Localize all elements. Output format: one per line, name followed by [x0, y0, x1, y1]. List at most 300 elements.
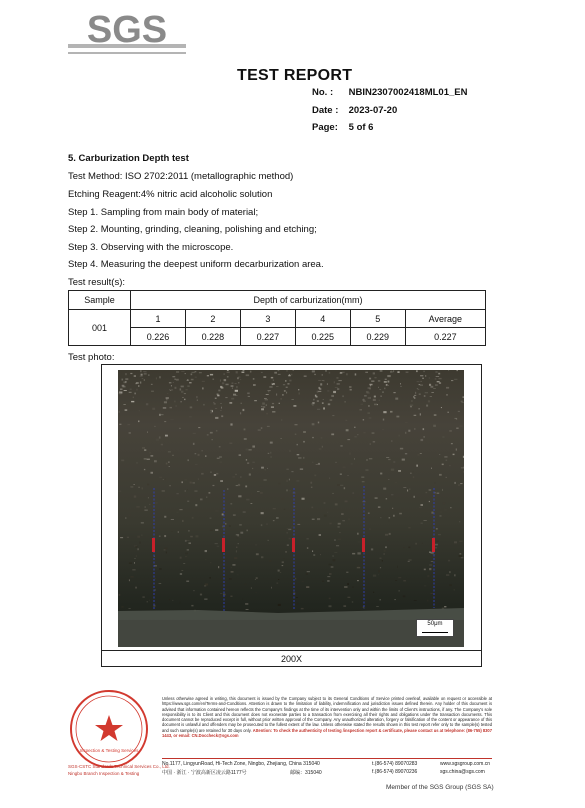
grain-speck [449, 430, 452, 431]
grain-speck [241, 476, 242, 477]
grain-speck [379, 400, 380, 401]
website-link[interactable]: www.sgsgroup.com.cn [440, 761, 491, 767]
grain-speck [335, 462, 337, 463]
grain-speck [450, 507, 451, 508]
attention-text: Attention: To check the authenticity of testing /inspection report & certificate, please contact us at telephone: (86-755) 8307 1443, or email: CN.Doccheck@sgs.com [162, 727, 492, 739]
grain-speck [372, 433, 375, 434]
grain-speck [129, 579, 130, 581]
grain-speck [144, 469, 145, 470]
grain-speck [344, 487, 345, 489]
report-number: No. : NBIN2307002418ML01_EN [312, 87, 468, 98]
grain-speck [448, 370, 449, 371]
grain-speck [134, 558, 136, 559]
grain-speck [329, 478, 330, 479]
grain-speck [180, 577, 182, 578]
grain-speck [215, 408, 217, 409]
grain-speck [135, 393, 136, 395]
grain-speck [244, 584, 246, 585]
grain-speck [312, 507, 314, 509]
grain-speck [460, 553, 462, 554]
grain-speck [388, 381, 390, 383]
grain-speck [324, 503, 326, 504]
grain-speck [146, 403, 148, 405]
grain-speck [187, 379, 188, 381]
grain-speck [235, 474, 236, 475]
grain-speck [240, 379, 241, 380]
grain-speck [420, 413, 421, 415]
grain-speck [181, 570, 183, 571]
grain-speck [438, 373, 440, 375]
grain-speck [220, 403, 221, 404]
grain-speck [407, 490, 408, 492]
grain-speck [120, 537, 123, 538]
grain-speck [416, 465, 418, 467]
grain-speck [231, 571, 234, 573]
grain-speck [118, 392, 120, 393]
grain-speck [338, 523, 341, 525]
grain-speck [239, 455, 241, 456]
grain-speck [196, 535, 199, 537]
grain-speck [373, 575, 376, 577]
grain-speck [393, 392, 395, 393]
grain-speck [255, 579, 256, 580]
grain-speck [459, 555, 462, 557]
grain-speck [131, 576, 134, 577]
grain-speck [397, 371, 399, 372]
grain-speck [367, 459, 368, 461]
grain-speck [439, 454, 440, 455]
grain-speck [319, 534, 321, 536]
grain-speck [348, 518, 350, 520]
grain-speck [238, 544, 239, 545]
grain-speck [212, 439, 213, 440]
grain-speck [346, 572, 348, 573]
grain-speck [256, 544, 257, 546]
grain-speck [317, 401, 319, 402]
grain-speck [239, 524, 242, 525]
grain-speck [125, 499, 126, 501]
grain-speck [178, 531, 179, 533]
grain-speck [198, 454, 200, 456]
grain-speck [147, 484, 149, 486]
grain-speck [164, 401, 167, 403]
grain-speck [369, 458, 372, 459]
grain-speck [416, 370, 417, 372]
grain-speck [454, 541, 457, 543]
grain-speck [378, 387, 379, 388]
depth-header: Depth of carburization(mm) [131, 291, 486, 310]
grain-speck [155, 502, 158, 504]
grain-speck [403, 580, 406, 581]
grain-speck [238, 495, 241, 497]
grain-speck [164, 549, 166, 550]
micrograph [118, 370, 464, 647]
grain-speck [246, 530, 248, 532]
grain-speck [244, 429, 246, 431]
grain-speck [221, 415, 223, 417]
grain-speck [134, 496, 136, 498]
grain-speck [229, 402, 232, 404]
grain-speck [131, 401, 134, 402]
grain-speck [361, 477, 364, 478]
grain-speck [266, 394, 269, 395]
grain-speck [245, 486, 247, 488]
grain-speck [198, 479, 199, 480]
grain-speck [363, 513, 364, 514]
grain-speck [159, 477, 162, 478]
grain-speck [241, 403, 242, 404]
grain-speck [405, 432, 406, 434]
grain-speck [355, 373, 357, 375]
value-cell: 0.226 [131, 328, 186, 346]
grain-speck [125, 382, 127, 383]
grain-speck [350, 389, 352, 391]
grain-speck [170, 420, 173, 421]
grain-speck [261, 408, 264, 410]
grain-speck [393, 370, 394, 372]
grain-speck [451, 443, 453, 444]
grain-speck [329, 573, 332, 575]
grain-speck [130, 373, 132, 374]
value-cell: 0.225 [295, 328, 350, 346]
grain-speck [125, 373, 127, 375]
grain-speck [286, 489, 288, 491]
grain-speck [173, 382, 174, 383]
grain-speck [409, 488, 410, 490]
grain-speck [130, 389, 132, 390]
grain-speck [276, 517, 279, 518]
grain-speck [448, 560, 450, 562]
step-2: Step 2. Mounting, grinding, cleaning, polishing and etching; [68, 224, 317, 235]
grain-speck [154, 578, 155, 579]
grain-speck [221, 407, 222, 409]
grain-speck [317, 518, 320, 520]
section-title: 5. Carburization Depth test [68, 153, 189, 164]
grain-speck [168, 462, 170, 463]
grain-speck [354, 436, 357, 437]
grain-speck [227, 372, 230, 373]
grain-speck [342, 466, 345, 468]
grain-speck [442, 436, 444, 438]
grain-speck [431, 561, 433, 562]
grain-speck [144, 379, 145, 380]
photo-label: Test photo: [68, 352, 115, 363]
grain-speck [456, 428, 458, 430]
grain-speck [159, 568, 162, 570]
grain-speck [420, 375, 423, 376]
grain-speck [227, 370, 229, 371]
grain-speck [285, 380, 286, 382]
grain-speck [340, 445, 342, 447]
grain-speck [459, 521, 460, 522]
grain-speck [297, 603, 299, 605]
grain-speck [293, 405, 296, 407]
grain-speck [271, 587, 272, 589]
sample-id: 001 [69, 310, 131, 346]
grain-speck [169, 599, 170, 600]
grain-speck [251, 587, 252, 588]
grain-speck [343, 395, 344, 397]
grain-speck [144, 373, 147, 375]
grain-speck [210, 518, 212, 519]
grain-speck [236, 485, 238, 486]
grain-speck [134, 375, 136, 377]
grain-speck [180, 557, 182, 559]
grain-speck [442, 464, 444, 466]
grain-speck [232, 564, 235, 566]
grain-speck [217, 458, 220, 459]
grain-speck [187, 386, 189, 387]
grain-speck [136, 506, 139, 508]
grain-speck [279, 403, 280, 404]
grain-speck [421, 523, 423, 524]
grain-speck [188, 530, 189, 532]
grain-speck [437, 493, 440, 494]
grain-speck [136, 382, 139, 384]
grain-speck [181, 371, 184, 372]
grain-speck [210, 432, 213, 434]
grain-speck [163, 407, 166, 409]
micrograph-image [118, 370, 464, 647]
grain-speck [421, 504, 424, 506]
grain-speck [405, 453, 407, 454]
grain-speck [218, 566, 219, 568]
grain-speck [323, 407, 325, 409]
grain-speck [458, 484, 460, 486]
grain-speck [346, 420, 348, 421]
grain-speck [427, 600, 428, 602]
grain-speck [352, 553, 355, 555]
grain-speck [295, 434, 297, 435]
grain-speck [454, 379, 457, 380]
grain-speck [446, 394, 448, 396]
sample-header: Sample [69, 291, 131, 310]
grain-speck [461, 468, 464, 469]
grain-speck [287, 528, 289, 529]
grain-speck [336, 377, 338, 378]
grain-speck [261, 406, 262, 407]
etching-reagent: Etching Reagent:4% nitric acid alcoholic solution [68, 189, 273, 200]
grain-speck [183, 563, 185, 564]
grain-speck [236, 547, 237, 548]
grain-speck [133, 397, 134, 399]
grain-speck [290, 450, 291, 452]
grain-speck [234, 557, 237, 559]
grain-speck [121, 460, 124, 462]
grain-speck [193, 482, 196, 483]
grain-speck [334, 540, 336, 541]
grain-speck [246, 499, 249, 501]
email-link[interactable]: sgs.china@sgs.com [440, 769, 485, 775]
value-cell: 0.228 [185, 328, 240, 346]
grain-speck [195, 377, 197, 378]
grain-speck [344, 401, 346, 402]
grain-speck [273, 520, 275, 521]
grain-speck [347, 439, 350, 440]
grain-speck [320, 383, 322, 385]
grain-speck [424, 569, 426, 571]
grain-speck [361, 404, 363, 405]
grain-speck [144, 510, 147, 511]
grain-speck [329, 605, 332, 607]
grain-speck [144, 458, 147, 460]
grain-speck [395, 580, 397, 581]
grain-speck [186, 581, 189, 582]
grain-speck [280, 438, 282, 439]
grain-speck [312, 462, 313, 463]
grain-speck [127, 537, 129, 538]
grain-speck [389, 521, 390, 522]
grain-speck [427, 575, 429, 577]
grain-speck [182, 520, 184, 522]
grain-speck [456, 449, 457, 451]
grain-speck [242, 372, 245, 373]
grain-speck [424, 520, 427, 521]
grain-speck [369, 417, 372, 418]
grain-speck [267, 426, 270, 427]
grain-speck [271, 377, 273, 379]
grain-speck [381, 396, 382, 397]
grain-speck [121, 606, 124, 607]
grain-speck [147, 431, 148, 433]
grain-speck [238, 377, 241, 378]
grain-speck [232, 383, 234, 384]
grain-speck [419, 507, 422, 508]
grain-speck [424, 437, 425, 438]
grain-speck [280, 398, 282, 399]
grain-speck [189, 543, 192, 544]
grain-speck [295, 424, 298, 425]
grain-speck [185, 479, 188, 481]
grain-speck [215, 417, 218, 419]
grain-speck [430, 593, 433, 594]
grain-speck [231, 567, 232, 568]
grain-speck [237, 575, 238, 576]
grain-speck [391, 494, 393, 495]
disclaimer [162, 696, 492, 738]
grain-speck [386, 384, 388, 386]
grain-speck [125, 517, 126, 519]
grain-speck [414, 415, 417, 416]
grain-speck [175, 387, 177, 389]
telephone-2: f.(86-574) 89070236 [372, 769, 418, 775]
grain-speck [373, 399, 376, 401]
grain-speck [184, 399, 185, 400]
grain-speck [318, 391, 321, 392]
grain-speck [388, 385, 389, 386]
grain-speck [134, 484, 135, 485]
grain-speck [386, 498, 387, 500]
grain-speck [119, 411, 120, 413]
grain-speck [331, 566, 334, 568]
grain-speck [187, 549, 189, 550]
grain-speck [232, 387, 233, 389]
grain-speck [246, 449, 249, 451]
grain-speck [247, 462, 249, 464]
grain-speck [289, 380, 291, 382]
grain-speck [441, 407, 442, 408]
grain-speck [278, 570, 280, 572]
grain-speck [215, 398, 217, 399]
grain-speck [391, 469, 394, 471]
grain-speck [306, 586, 309, 588]
grain-speck [413, 396, 414, 398]
grain-speck [439, 378, 442, 379]
grain-speck [434, 482, 436, 484]
grain-speck [403, 595, 406, 597]
grain-speck [232, 476, 235, 477]
grain-speck [210, 412, 212, 413]
grain-speck [414, 428, 415, 430]
grain-speck [318, 387, 320, 389]
grain-speck [378, 506, 381, 508]
member-note: Member of the SGS Group (SGS SA) [386, 784, 494, 791]
step-4: Step 4. Measuring the deepest uniform decarburization area. [68, 259, 324, 270]
grain-speck [354, 458, 355, 460]
grain-speck [303, 457, 304, 459]
photo-caption: 200X [102, 650, 481, 667]
grain-speck [312, 551, 313, 552]
grain-speck [428, 400, 430, 402]
column-header: Average [405, 310, 485, 328]
grain-speck [167, 393, 168, 394]
grain-speck [454, 482, 456, 484]
grain-speck [180, 602, 181, 604]
grain-speck [408, 430, 410, 432]
grain-speck [454, 589, 455, 590]
grain-speck [141, 374, 143, 376]
grain-speck [417, 381, 420, 382]
grain-speck [142, 596, 144, 598]
disclaimer-text: Unless otherwise agreed in writing, this document is issued by the Company subject to its General Conditions of Service printed overleaf, available on request or accessible at https://www.sgs.com/en/Terms-and-Conditions. Attention is drawn to the limitation of liability, indemnification and jurisdiction issues defined therein. Any holder of this document is advised that information contained hereon reflects the Company's findings at the time of its intervention only and within the limits of Client's instructions, if any. The Company's sole responsibility is to its Client and this document does not exonerate parties to a transaction from exercising all their rights and obligations under the transaction documents. This document cannot be reproduced except in full, without prior written approval of the Company. Any unauthorized alteration, forgery or falsification of the content or appearance of this document is unlawful and offenders may be prosecuted to the fullest extent of the law. Unless otherwise stated the results shown in this test report refer only to the sample(s) tested and such sample(s) are retained for 30 days only. [162, 696, 492, 733]
grain-speck [268, 391, 269, 392]
grain-speck [172, 376, 175, 377]
grain-speck [429, 552, 431, 553]
grain-speck [193, 443, 195, 445]
grain-speck [324, 515, 327, 517]
grain-speck [205, 455, 207, 457]
grain-speck [278, 579, 279, 580]
grain-speck [347, 583, 349, 585]
grain-speck [378, 574, 379, 575]
grain-speck [148, 497, 149, 498]
grain-speck [182, 397, 184, 398]
grain-speck [138, 385, 139, 387]
telephone-1: t.(86-574) 89070283 [372, 761, 418, 767]
grain-speck [218, 390, 220, 392]
grain-speck [235, 383, 237, 384]
grain-speck [286, 469, 288, 470]
grain-speck [273, 380, 274, 381]
grain-speck [429, 489, 432, 490]
grain-speck [235, 395, 237, 396]
grain-speck [398, 470, 401, 472]
grain-speck [237, 377, 239, 379]
grain-speck [215, 529, 218, 531]
grain-speck [138, 421, 139, 423]
grain-speck [442, 489, 443, 491]
grain-speck [252, 446, 255, 448]
grain-speck [215, 510, 218, 511]
grain-speck [283, 384, 285, 385]
grain-speck [369, 388, 371, 390]
grain-speck [419, 384, 421, 385]
grain-speck [424, 395, 426, 397]
grain-speck [318, 380, 321, 381]
grain-speck [375, 497, 378, 499]
step-3: Step 3. Observing with the microscope. [68, 242, 234, 253]
grain-speck [282, 561, 284, 563]
